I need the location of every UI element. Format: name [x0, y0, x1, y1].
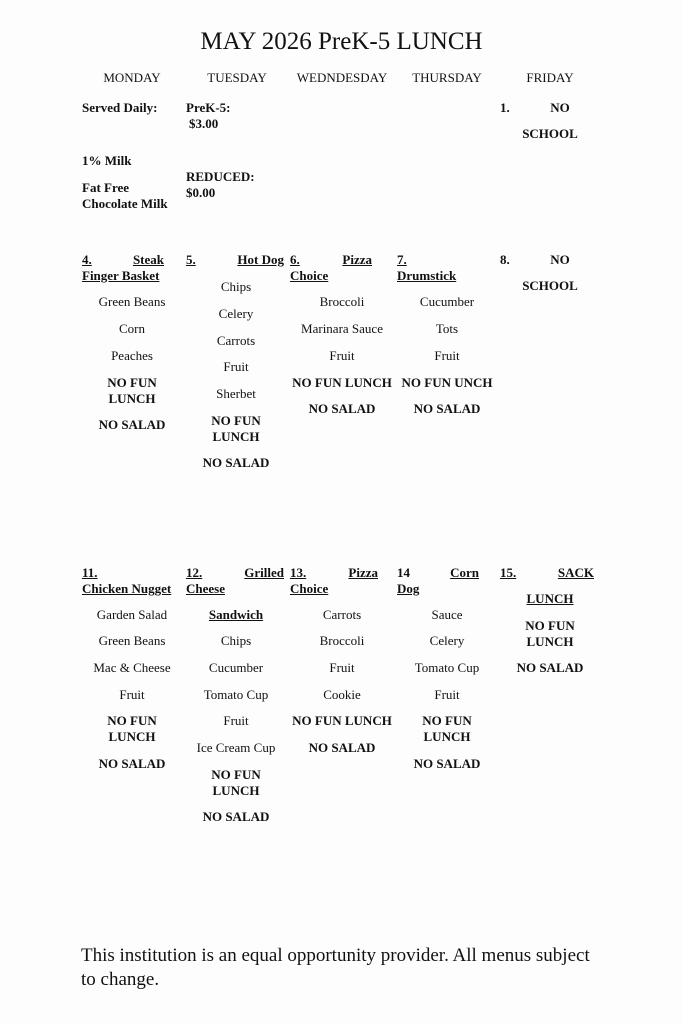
- menu-item: Cucumber: [419, 294, 475, 309]
- menu-day-4: 4. Steak Finger Basket: [82, 252, 164, 283]
- menu-item: Fruit: [329, 660, 355, 675]
- no-school-label-2: SCHOOL: [522, 126, 578, 141]
- no-salad-note: NO SALAD: [202, 455, 270, 470]
- menu-item: Fruit: [223, 359, 249, 374]
- menu-item: Celery: [429, 633, 465, 648]
- footer-notice: This institution is an equal opportunity provider. All menus subject to change.: [81, 945, 590, 990]
- no-fun-lunch-note: NO FUN LUNCH: [292, 375, 392, 390]
- no-fun-lunch-note: NO FUN LUNCH: [525, 618, 575, 649]
- day-header-tuesday: TUESDAY: [207, 70, 267, 85]
- day-number-1: 1.: [500, 100, 510, 115]
- menu-item: Cookie: [323, 687, 361, 702]
- menu-day-15: 15. SACK: [500, 565, 594, 580]
- menu-item-name: LUNCH: [526, 591, 574, 606]
- no-fun-lunch-note: NO FUN LUNCH: [107, 713, 157, 744]
- no-fun-lunch-note: NO FUN UNCH: [401, 375, 493, 390]
- no-school-label: NO: [550, 100, 570, 115]
- no-fun-lunch-note: NO FUN LUNCH: [292, 713, 392, 728]
- no-salad-note: NO SALAD: [98, 756, 166, 771]
- menu-item: Tots: [435, 321, 459, 336]
- menu-item: Green Beans: [98, 633, 166, 648]
- day-header-thursday: THURSDAY: [412, 70, 482, 85]
- menu-item: Marinara Sauce: [301, 321, 383, 336]
- no-salad-note: NO SALAD: [516, 660, 584, 675]
- menu-day-11: 11. Chicken Nugget: [82, 565, 172, 596]
- no-salad-note: NO SALAD: [202, 809, 270, 824]
- menu-item: Fruit: [329, 348, 355, 363]
- menu-item: Sauce: [431, 607, 463, 622]
- menu-day-13: 13. Pizza Choice: [290, 565, 378, 596]
- menu-item: Fruit: [119, 687, 145, 702]
- menu-day-12: 12. Grilled Cheese: [186, 565, 284, 596]
- menu-item: Fruit: [223, 713, 249, 728]
- menu-item: Tomato Cup: [203, 687, 269, 702]
- day-header-friday: FRIDAY: [526, 70, 574, 85]
- day-number-8: 8.: [500, 252, 510, 267]
- menu-item: Broccoli: [319, 294, 365, 309]
- milk-option-2: Fat Free Chocolate Milk: [82, 180, 168, 211]
- no-salad-note: NO SALAD: [413, 756, 481, 771]
- no-salad-note: NO SALAD: [308, 401, 376, 416]
- menu-item: Broccoli: [319, 633, 365, 648]
- no-salad-note: NO SALAD: [98, 417, 166, 432]
- menu-day-14: 14 Corn Dog: [397, 565, 479, 596]
- menu-item: Garden Salad: [96, 607, 168, 622]
- menu-day-7: 7. Drumstick: [397, 252, 457, 283]
- no-school-label: NO: [550, 252, 570, 267]
- menu-item: Peaches: [111, 348, 153, 363]
- day-header-monday: MONDAY: [103, 70, 161, 85]
- no-fun-lunch-note: NO FUN LUNCH: [107, 375, 157, 406]
- menu-item: Corn: [119, 321, 145, 336]
- milk-option-1: 1% Milk: [82, 153, 132, 168]
- menu-item: Tomato Cup: [414, 660, 480, 675]
- no-salad-note: NO SALAD: [308, 740, 376, 755]
- menu-item: Mac & Cheese: [93, 660, 171, 675]
- no-school-label-2: SCHOOL: [522, 278, 578, 293]
- no-fun-lunch-note: NO FUN LUNCH: [211, 413, 261, 444]
- menu-item-name: Sandwich: [208, 607, 264, 622]
- menu-item: Sherbet: [216, 386, 256, 401]
- served-daily-label: Served Daily:: [82, 100, 158, 115]
- menu-item: Chips: [220, 279, 252, 294]
- page-title: MAY 2026 PreK-5 LUNCH: [200, 28, 483, 55]
- reduced-price: REDUCED: $0.00: [186, 169, 255, 200]
- menu-item: Fruit: [434, 348, 460, 363]
- menu-day-5: 5. Hot Dog: [186, 252, 284, 267]
- menu-item: Chips: [220, 633, 252, 648]
- menu-item: Cucumber: [208, 660, 264, 675]
- full-price: PreK-5: $3.00: [186, 100, 231, 131]
- no-fun-lunch-note: NO FUN LUNCH: [422, 713, 472, 744]
- menu-item: Ice Cream Cup: [196, 740, 276, 755]
- no-fun-lunch-note: NO FUN LUNCH: [211, 767, 261, 798]
- menu-item: Carrots: [322, 607, 362, 622]
- menu-item: Celery: [218, 306, 254, 321]
- menu-day-6: 6. Pizza Choice: [290, 252, 372, 283]
- menu-item: Carrots: [216, 333, 256, 348]
- menu-item: Fruit: [434, 687, 460, 702]
- day-header-wednesday: WEDNDESDAY: [296, 70, 388, 85]
- no-salad-note: NO SALAD: [413, 401, 481, 416]
- menu-item: Green Beans: [98, 294, 166, 309]
